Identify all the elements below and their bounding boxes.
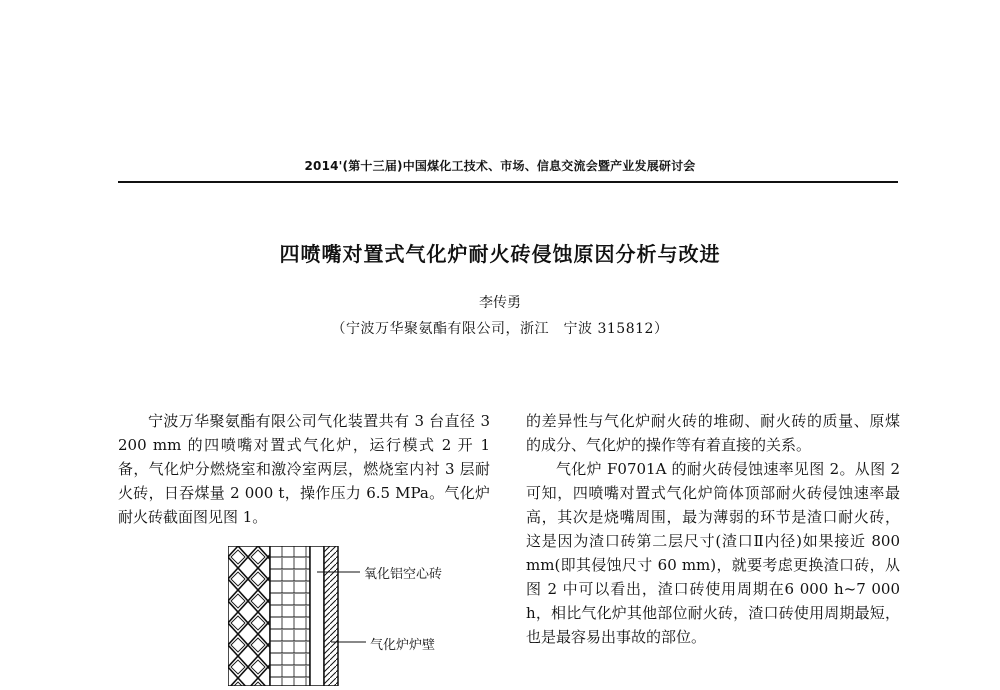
header-rule xyxy=(118,181,898,183)
conference-header: 2014'(第十三届)中国煤化工技术、市场、信息交流会暨产业发展研讨会 xyxy=(304,159,696,173)
hot-face-brick-layer xyxy=(228,546,270,686)
figure-1 xyxy=(228,546,488,686)
left-column xyxy=(118,409,490,529)
article-title: 四喷嘴对置式气化炉耐火砖侵蚀原因分析与改进 xyxy=(279,242,721,266)
body-paragraph: 宁波万华聚氨酯有限公司气化装置共有 3 台直径 3 200 mm 的四喷嘴对置式气化炉，运行模式 2 开 1 备，气化炉分燃烧室和激冷室两层，燃烧室内衬 3 层耐火砖，日吞煤量 2 000 t，操作压力 6.5 MPa。气化炉耐火砖截面图见图 1。 xyxy=(118,412,490,526)
author-affiliation: （宁波万华聚氨酯有限公司，浙江 宁波 315812） xyxy=(331,321,669,337)
right-column xyxy=(526,409,900,649)
author-name: 李传勇 xyxy=(479,295,521,311)
backup-brick-layer xyxy=(270,546,310,686)
furnace-shell xyxy=(324,546,338,686)
figure-label-hollow-brick: 氧化铝空心砖 xyxy=(364,567,443,582)
insulating-layer xyxy=(310,546,324,686)
figure-label-furnace-wall: 气化炉炉壁 xyxy=(370,638,436,653)
body-paragraph-continued: 的差异性与气化炉耐火砖的堆砌、耐火砖的质量、原煤的成分、气化炉的操作等有着直接的关系。 xyxy=(526,412,900,454)
body-paragraph: 气化炉 F0701A 的耐火砖侵蚀速率见图 2。从图 2 可知，四喷嘴对置式气化炉筒体顶部耐火砖侵蚀速率最高，其次是烧嘴周围，最为薄弱的环节是渣口耐火砖，这是因为渣口砖第二层尺寸(渣口Ⅱ内径)如果接近 800 mm(即其侵蚀尺寸 60 mm)，就要考虑更换渣口砖，从图 2 中可以看出，渣口砖使用周期在6 000 h~7 000 h，相比气化炉其他部位耐火砖，渣口砖使用周期最短，也是最容易出事故的部位。 xyxy=(526,460,900,646)
refractory-cross-section xyxy=(228,546,488,686)
